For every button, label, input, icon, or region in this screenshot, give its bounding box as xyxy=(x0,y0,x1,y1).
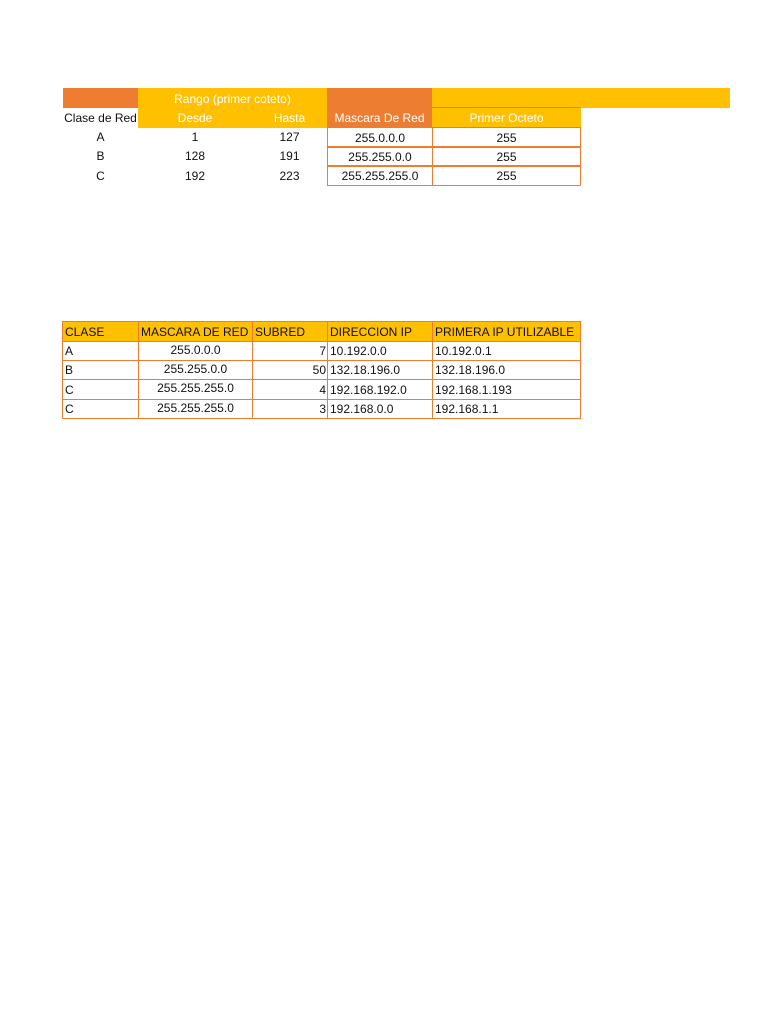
table1-row-a-octeto: 255 xyxy=(432,127,581,148)
table2-row-2-clase: B xyxy=(62,360,139,380)
header-hasta: Hasta xyxy=(273,110,306,125)
table2-row-1-clase: A xyxy=(62,341,139,361)
table2-row-2-direccion: 132.18.196.0 xyxy=(327,360,433,380)
header-fill-mascara xyxy=(327,88,432,108)
header-fill-octeto xyxy=(432,88,730,108)
table2-row-3-direccion: 192.168.192.0 xyxy=(327,379,433,400)
table2-row-2-mascara: 255.255.0.0 xyxy=(138,360,253,380)
table1-row-b-clase: B xyxy=(96,149,105,163)
table1-row-a-desde: 1 xyxy=(191,130,199,144)
table2-row-3-primera: 192.168.1.193 xyxy=(432,379,581,400)
table2-row-4-subred: 3 xyxy=(252,399,328,419)
table2-row-1-subred: 7 xyxy=(252,341,328,361)
table1-row-a-mascara: 255.0.0.0 xyxy=(327,127,433,148)
header-rango: Rango (primer coteto) xyxy=(174,92,291,106)
table1-row-a-clase: A xyxy=(96,130,105,144)
header-fill-clase xyxy=(63,88,138,108)
header-mascara-de-red: Mascara De Red xyxy=(334,110,425,125)
table1-row-c-desde: 192 xyxy=(184,169,206,183)
table2-row-4-mascara: 255.255.255.0 xyxy=(138,399,253,419)
header-clase-de-red: Clase de Red xyxy=(64,110,137,125)
table2-row-1-primera: 10.192.0.1 xyxy=(432,341,581,361)
table2-row-1-direccion: 10.192.0.0 xyxy=(327,341,433,361)
table1-row-c-octeto: 255 xyxy=(432,165,581,186)
table1-row-c-hasta: 223 xyxy=(279,169,300,183)
table2-header-mascara: MASCARA DE RED xyxy=(138,321,253,342)
network-class-table xyxy=(0,0,768,200)
table1-row-b-desde: 128 xyxy=(184,149,206,163)
table2-row-3-clase: C xyxy=(62,379,139,400)
table2-row-4-clase: C xyxy=(62,399,139,419)
table2-row-4-primera: 192.168.1.1 xyxy=(432,399,581,419)
table2-row-3-mascara: 255.255.255.0 xyxy=(138,379,253,400)
table2-header-subred: SUBRED xyxy=(252,321,328,342)
subnet-table xyxy=(62,321,581,419)
table1-row-a-hasta: 127 xyxy=(279,130,300,144)
table2-row-2-subred: 50 xyxy=(252,360,328,380)
header-desde: Desde xyxy=(177,110,213,125)
table1-data-grid xyxy=(327,127,581,186)
table2-row-4-direccion: 192.168.0.0 xyxy=(327,399,433,419)
table1-row-b-hasta: 191 xyxy=(279,149,300,163)
header-primer-octeto: Primer Octeto xyxy=(469,110,544,125)
table1-row-b-mascara: 255.255.0.0 xyxy=(327,146,433,167)
table2-header-direccion: DIRECCION IP xyxy=(327,321,433,342)
table2-row-2-primera: 132.18.196.0 xyxy=(432,360,581,380)
table1-row-b-octeto: 255 xyxy=(432,146,581,167)
table1-row-c-clase: C xyxy=(96,169,105,183)
table1-row-c-mascara: 255.255.255.0 xyxy=(327,165,433,186)
table2-row-1-mascara: 255.0.0.0 xyxy=(138,341,253,361)
table2-row-3-subred: 4 xyxy=(252,379,328,400)
table2-header-clase: CLASE xyxy=(62,321,139,342)
table2-header-primera: PRIMERA IP UTILIZABLE xyxy=(432,321,581,342)
